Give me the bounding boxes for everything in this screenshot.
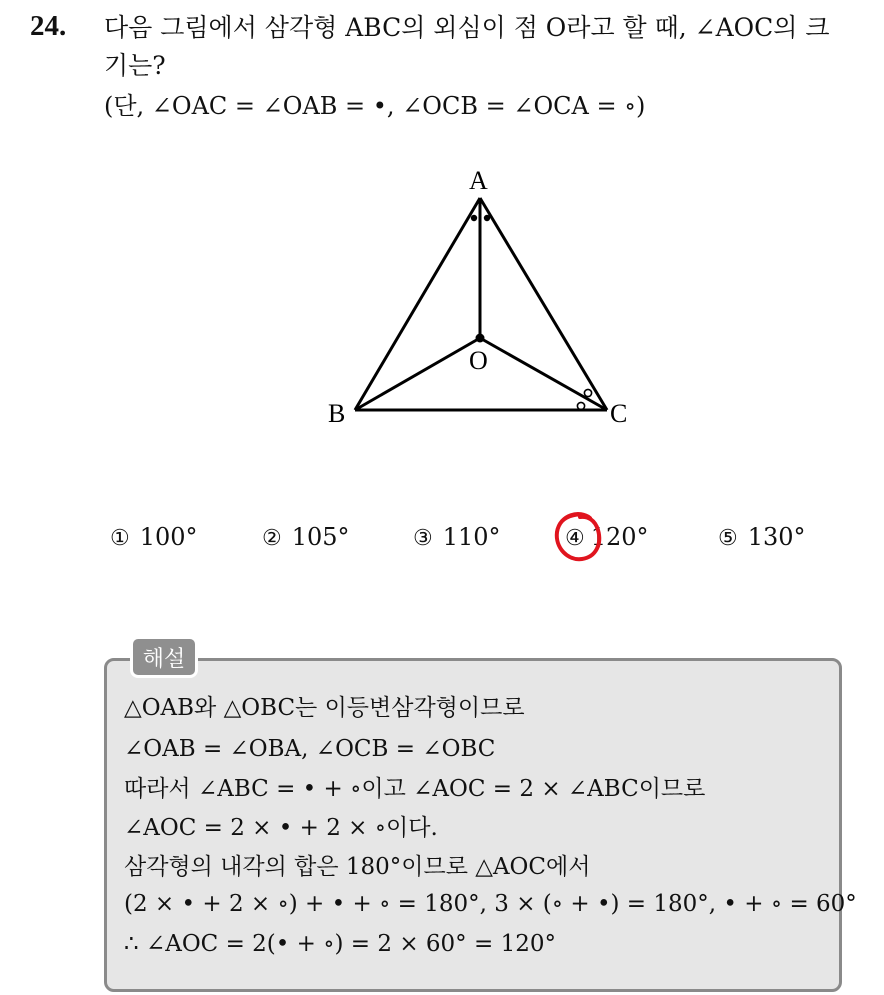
solution-line: 따라서 ∠ABC = • + ∘이고 ∠AOC = 2 × ∠ABC이므로 [124, 776, 706, 802]
choice-5[interactable] [718, 523, 806, 551]
choice-4-number: ④ [565, 526, 585, 551]
circumcenter-point [476, 334, 485, 343]
choice-3-value: 110° [442, 523, 501, 551]
solution-tab: 해설 [130, 636, 198, 678]
choice-1[interactable] [110, 523, 198, 551]
question-text-line-2: 기는? [104, 51, 166, 80]
question-condition: (단, ∠OAC = ∠OAB = •, ∠OCB = ∠OCA = ∘) [104, 92, 646, 120]
choice-5-number: ⑤ [718, 526, 738, 551]
label-o: O [469, 346, 488, 375]
solution-line: ∠OAB = ∠OBA, ∠OCB = ∠OBC [124, 736, 496, 762]
side-ac [480, 198, 607, 410]
question-number: 24. [30, 10, 67, 42]
label-b: B [328, 399, 346, 428]
solution-line: ∠AOC = 2 × • + 2 × ∘이다. [124, 815, 438, 841]
side-ab [355, 198, 480, 410]
choice-3-number: ③ [413, 526, 433, 551]
solution-line: (2 × • + 2 × ∘) + • + ∘ = 180°, 3 × (∘ + •) = 180°, • + ∘ = 60° [124, 891, 857, 917]
segment-oc [480, 338, 607, 410]
choice-2-number: ② [262, 526, 282, 551]
triangle-figure [320, 160, 640, 440]
choice-4-value: 120° [590, 523, 649, 551]
solution-line: 삼각형의 내각의 합은 180°이므로 △AOC에서 [124, 854, 591, 880]
label-c: C [610, 399, 628, 428]
question-text-line-1: 다음 그림에서 삼각형 ABC의 외심이 점 O라고 할 때, ∠AOC의 크 [104, 13, 830, 42]
choice-1-number: ① [110, 526, 130, 551]
choice-1-value: 100° [139, 523, 198, 551]
solution-line: △OAB와 △OBC는 이등변삼각형이므로 [124, 695, 525, 721]
segment-ob [355, 338, 480, 410]
answer-circle-mark [550, 508, 606, 568]
angle-mark-dot-1 [471, 215, 477, 221]
choice-3[interactable] [413, 523, 501, 551]
choice-2-value: 105° [291, 523, 350, 551]
solution-line: ∴ ∠AOC = 2(• + ∘) = 2 × 60° = 120° [124, 931, 556, 957]
angle-mark-ring-1 [584, 389, 591, 396]
answer-choices [0, 523, 884, 559]
choice-2[interactable] [262, 523, 350, 551]
angle-mark-dot-2 [484, 215, 490, 221]
choice-5-value: 130° [747, 523, 806, 551]
label-a: A [469, 166, 488, 195]
